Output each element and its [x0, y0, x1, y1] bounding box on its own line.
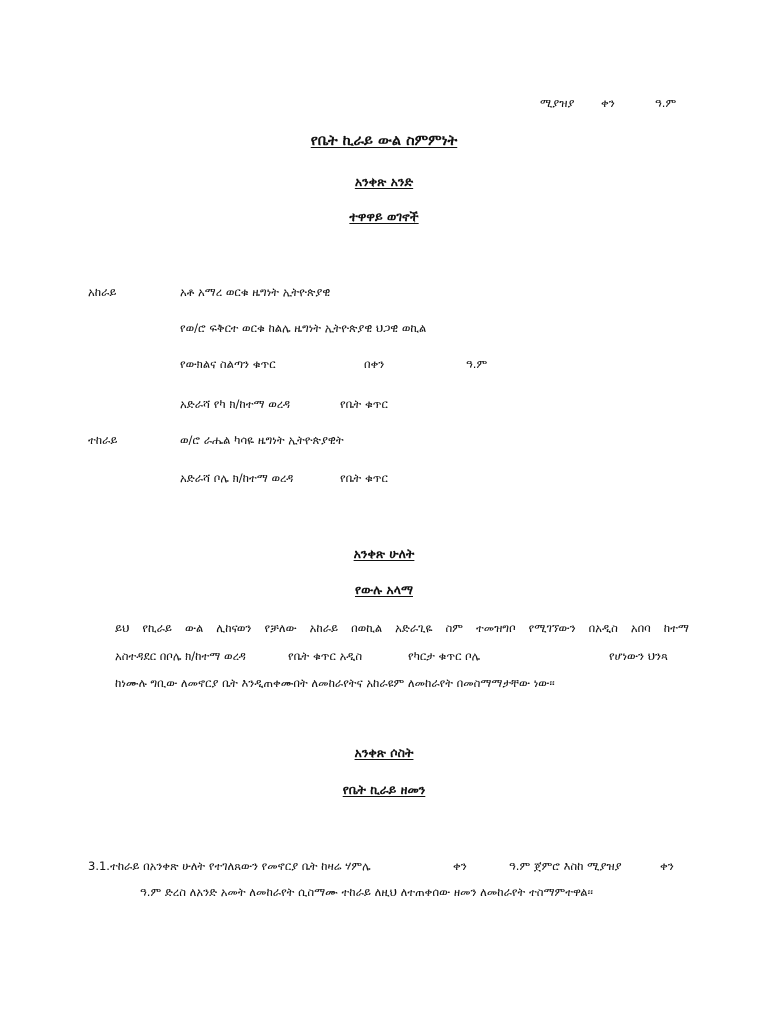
lessee-address: አድራሻ ቦሌ ክ/ከተማ ወረዳ	[180, 471, 294, 485]
lessee-name: ወ/ሮ ራሔል ካሳዬ ዜግነት ኢትዮጵያዊት	[180, 433, 344, 447]
purpose-line-2c: የካርታ ቁጥር ቦሌ	[408, 649, 481, 663]
poa-date-label: በቀን	[364, 357, 385, 371]
poa-year-label: ዓ.ም	[466, 357, 488, 371]
purpose-line-3: ከነሙሉ ግቢው ለመኖርያ ቤት እንዲጠቀሙበት ለመከራየትና አከራዩም ለመከራየት በመስማማታቸው ነው፡፡	[115, 676, 555, 690]
poa-label: የውክልና ስልጣን ቁጥር	[180, 357, 276, 371]
section3-subheading: የቤት ኪራይ ዘመን	[342, 782, 426, 797]
word: አከራይ	[309, 621, 339, 635]
lessor-label: አከራይ	[88, 285, 117, 299]
lessee-label: ተከራይ	[88, 433, 118, 447]
date-month: ሚያዝያ	[540, 96, 575, 110]
section3-heading: አንቀጽ ሶስት	[354, 745, 414, 760]
purpose-line-2a: አስተዳደር በቦሌ ክ/ከተማ ወረዳ	[115, 649, 246, 663]
word: የኪራይ	[142, 621, 172, 635]
word: የቻለው	[264, 621, 297, 635]
word: ተመዝግቦ	[476, 621, 516, 635]
word: ስም	[445, 621, 463, 635]
term-line-1c: ዓ.ም ጀምሮ እስከ ሚያዝያ	[509, 859, 622, 873]
purpose-line-1	[115, 620, 689, 636]
lessor-house-number: የቤት ቁጥር	[340, 397, 388, 411]
section2-subheading: የውሉ አላማ	[354, 582, 413, 597]
word: ይህ	[115, 621, 130, 635]
date-year-label: ዓ.ም	[655, 96, 677, 110]
term-line-1d: ቀን	[660, 859, 674, 873]
section1-heading: አንቀጽ አንድ	[354, 174, 414, 189]
word: በወኪል	[351, 621, 383, 635]
agent-line: የወ/ሮ ፍቅርተ ወርቁ ከልሌ ዜግነት ኢትዮጵያዊ ህጋዊ ወኪል	[180, 321, 427, 335]
word: አድራጊዬ	[395, 621, 433, 635]
word: ውል	[184, 621, 204, 635]
word: የሚገኘውን	[528, 621, 576, 635]
section2-heading: አንቀጽ ሁለት	[353, 546, 415, 561]
lessor-name: አቶ አማረ ወርቁ ዜግነት ኢትዮጵያዊ	[180, 285, 331, 299]
word: ከተማ	[663, 621, 689, 635]
section1-subheading: ተዋዋይ ወገኖች	[349, 209, 419, 224]
term-line-1b: ቀን	[453, 859, 467, 873]
purpose-line-2b: የቤት ቁጥር አዲስ	[288, 649, 363, 663]
lessee-house-number: የቤት ቁጥር	[340, 471, 388, 485]
term-line-2: ዓ.ም ድረስ ለአንድ አመት ለመከራየት ሲስማሙ ተከራይ ለዚህ ለተጠቀሰው ዘመን ለመከራየት ተስማምተዋል፡፡	[140, 885, 593, 899]
lessor-address: አድራሻ የካ ክ/ከተማ ወረዳ	[180, 397, 291, 411]
date-day-label: ቀን	[601, 96, 615, 110]
word: በአዲስ	[588, 621, 618, 635]
word: ሊከናወን	[216, 621, 252, 635]
purpose-line-2d: የሆነውን ህንጻ	[609, 649, 668, 663]
word: አበባ	[630, 621, 651, 635]
term-line-1a: 3.1.ተከራይ በአንቀጽ ሁለት የተገለጸውን የመኖርያ ቤት ከዛሬ ሃምሌ	[88, 859, 371, 873]
document-title: የቤት ኪራይ ውል ስምምነት	[310, 133, 458, 149]
